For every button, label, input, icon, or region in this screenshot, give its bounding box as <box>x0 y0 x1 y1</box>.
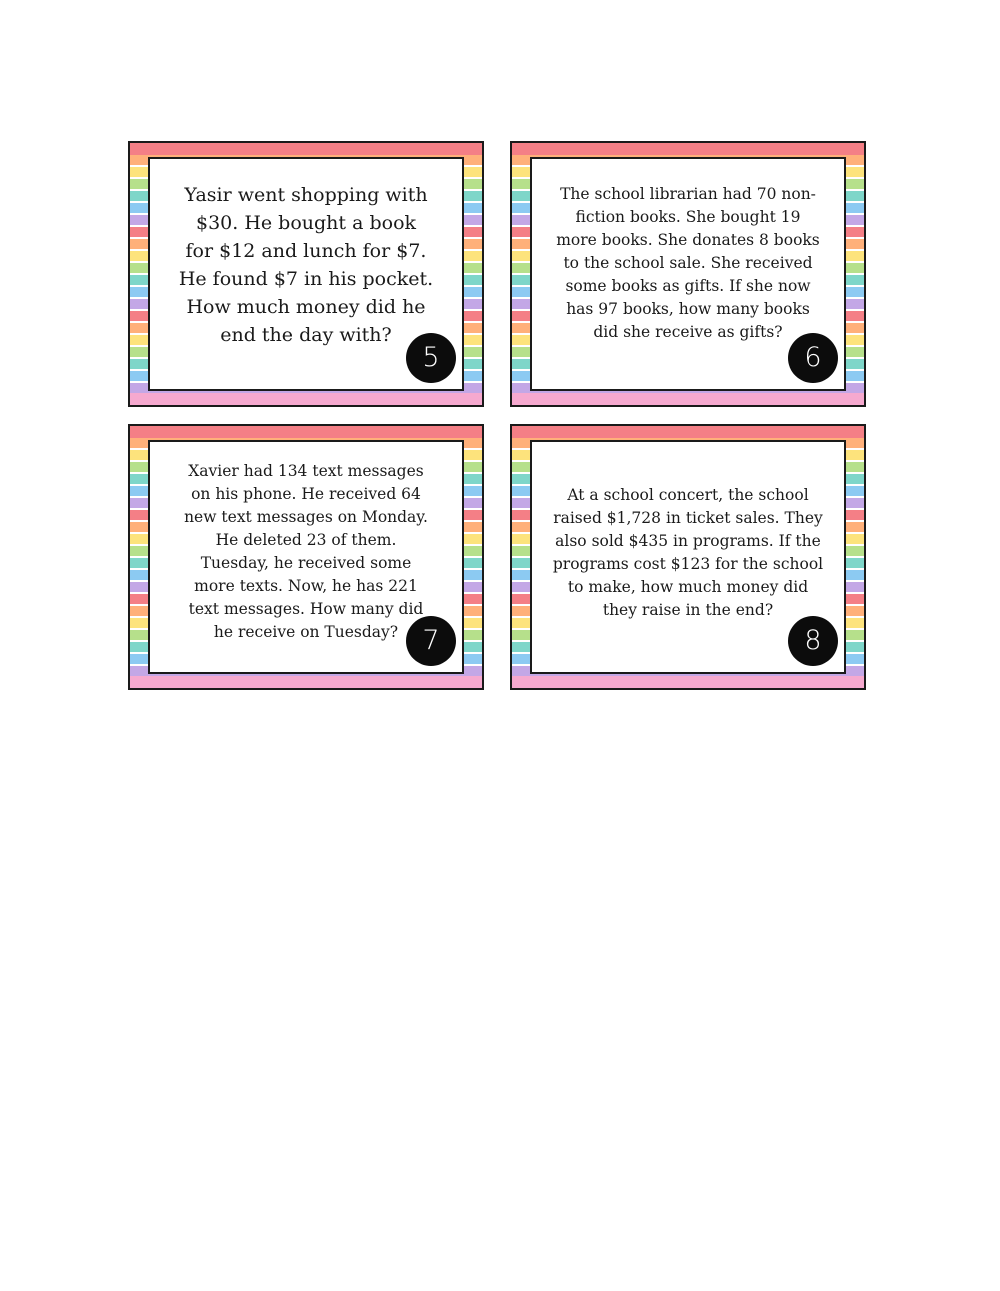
card-content-box <box>530 157 846 391</box>
card-top-stripe <box>512 143 864 155</box>
word-problem-text: Yasir went shopping with $30. He bought a book for $12 and lunch for $7. He found $7 in his pocket. How much money did he end the day with? <box>178 184 434 346</box>
card-number-badge: 8 <box>788 616 838 666</box>
word-problem-text: At a school concert, the school raised $1,728 in ticket sales. They also sold $435 in programs. If the programs cost $123 for the school to make, how much money did they raise in the end? <box>552 486 824 619</box>
card-content-box <box>530 440 846 674</box>
card-content-box <box>148 157 464 391</box>
word-problem-text: The school librarian had 70 non- fiction books. She bought 19 more books. She donates 8 books to the school sale. She received some books as gifts. If she now has 97 books, how many books did she receive as gifts? <box>556 185 820 341</box>
card-bottom-stripe <box>130 393 482 405</box>
word-problem-text: Xavier had 134 text messages on his phone. He received 64 new text messages on Monday. He deleted 23 of them. Tuesday, he received some more texts. Now, he has 221 text messages. How many did he receive on Tuesday? <box>184 462 428 641</box>
card-top-stripe <box>130 426 482 438</box>
card-number-badge: 7 <box>406 616 456 666</box>
card-bottom-stripe <box>512 393 864 405</box>
card-bottom-stripe <box>130 676 482 688</box>
card-bottom-stripe <box>512 676 864 688</box>
card-top-stripe <box>512 426 864 438</box>
task-card-8 <box>510 424 866 690</box>
task-card-5 <box>128 141 484 407</box>
card-top-stripe <box>130 143 482 155</box>
card-content-box <box>148 440 464 674</box>
card-number-badge: 5 <box>406 333 456 383</box>
card-number-badge: 6 <box>788 333 838 383</box>
task-card-6 <box>510 141 866 407</box>
task-card-7 <box>128 424 484 690</box>
